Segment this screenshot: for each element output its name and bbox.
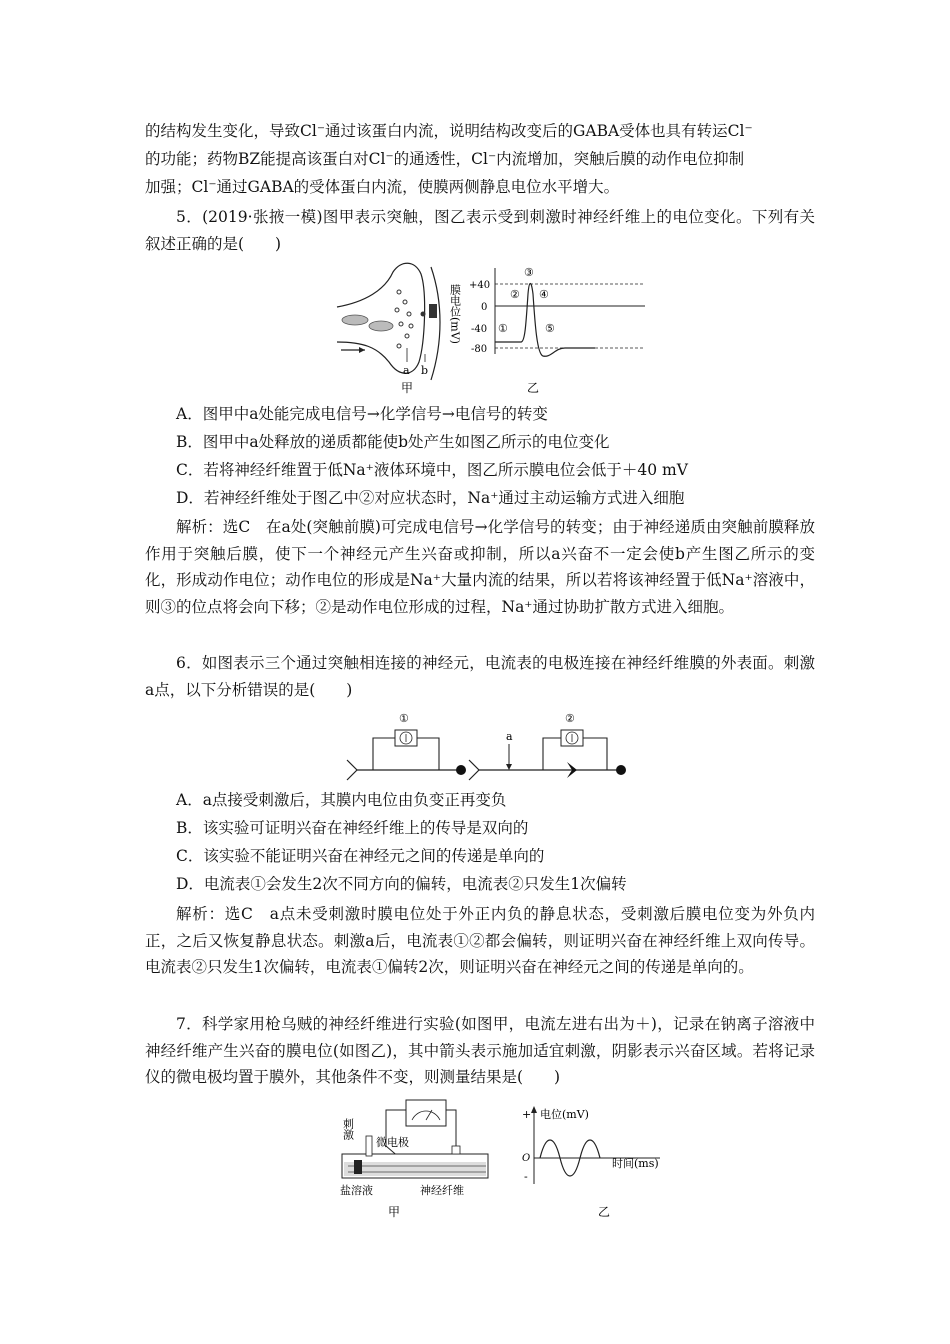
q5-mark-2: ② xyxy=(510,288,520,301)
q5-mark-1: ① xyxy=(498,322,508,335)
q6-meter-1: ① xyxy=(399,712,409,725)
q6-option-d: D．电流表①会发生2次不同方向的偏转，电流表②只发生1次偏转 xyxy=(176,875,627,893)
q5-caption-yi: 乙 xyxy=(527,381,540,395)
q6-meter-2: ② xyxy=(565,712,575,725)
q6-neuron-figure xyxy=(345,708,635,784)
intro-line-1: 的结构发生变化，导致Cl⁻通过该蛋白内流，说明结构改变后的GABA受体也具有转运Cl⁻ xyxy=(145,122,753,140)
q7-fiber-label: 神经纤维 xyxy=(420,1184,464,1197)
q7-solution-label: 盐溶液 xyxy=(340,1184,373,1197)
q5-mark-5: ⑤ xyxy=(545,322,555,335)
q7-xlabel: 时间(ms) xyxy=(612,1157,659,1170)
q5-option-d: D．若神经纤维处于图乙中②对应状态时，Na⁺通过主动运输方式进入细胞 xyxy=(176,489,685,507)
intro-line-2: 的功能；药物BZ能提高该蛋白对Cl⁻的通透性，Cl⁻内流增加，突触后膜的动作电位抑制 xyxy=(145,150,745,168)
q5-mark-3: ③ xyxy=(524,266,534,279)
q7-electrode-label: 微电极 xyxy=(376,1136,409,1149)
q5-option-c: C．若将神经纤维置于低Na⁺液体环境中，图乙所示膜电位会低于＋40 mV xyxy=(176,461,688,479)
q5-tick-neg40: -40 xyxy=(471,324,488,335)
q5-synapse-figure xyxy=(335,262,455,400)
q5-analysis: 解析：选C 在a处(突触前膜)可完成电信号→化学信号的转变；由于神经递质由突触前膜释放作用于突触后膜，使下一个神经元产生兴奋或抑制，所以a兴奋不一定会使b产生图乙所示的变化，形成动作电位；动作电位的形成是Na⁺大量内流的结果，所以若将该神经置于低Na⁺溶液中，则③的位点将会向下移；②是动作电位形成的过程，Na⁺通过协助扩散方式进入细胞。 xyxy=(145,518,815,616)
q5-tick-neg80: -80 xyxy=(471,344,488,355)
q7-potential-figure xyxy=(520,1104,670,1222)
q7-caption-yi: 乙 xyxy=(598,1205,611,1219)
q7-stim-label: 刺激 xyxy=(341,1118,355,1140)
q6-point-a: a xyxy=(506,730,513,743)
q7-caption-jia: 甲 xyxy=(388,1205,401,1219)
q5-option-a: A．图甲中a处能完成电信号→化学信号→电信号的转变 xyxy=(176,405,548,423)
q5-potential-figure xyxy=(448,264,650,398)
q7-apparatus-figure xyxy=(340,1096,490,1222)
q7-stem: 7．科学家用枪乌贼的神经纤维进行实验(如图甲，电流左进右出为＋)，记录在钠离子溶液中神经纤维产生兴奋的膜电位(如图乙)，其中箭头表示施加适宜刺激，阴影表示兴奋区域。若将记录仪的微电极均置于膜外，其他条件不变，则测量结果是( ) xyxy=(145,1015,815,1086)
q5-caption-jia: 甲 xyxy=(401,381,414,395)
q6-option-c: C．该实验不能证明兴奋在神经元之间的传递是单向的 xyxy=(176,847,545,865)
q5-ylabel: 膜电位(mV) xyxy=(448,284,462,344)
q5-mark-4: ④ xyxy=(539,288,549,301)
q5-option-b: B．图甲中a处释放的递质都能使b处产生如图乙所示的电位变化 xyxy=(176,433,610,451)
q5-stem: 5．(2019·张掖一模)图甲表示突触，图乙表示受到刺激时神经纤维上的电位变化。下列有关叙述正确的是( ) xyxy=(145,208,815,253)
q7-minus: - xyxy=(524,1170,528,1183)
q7-ylabel: 电位(mV) xyxy=(540,1108,589,1121)
q5-label-b: b xyxy=(421,364,429,377)
q7-origin: O xyxy=(522,1153,531,1164)
q6-option-b: B．该实验可证明兴奋在神经纤维上的传导是双向的 xyxy=(176,819,529,837)
q5-tick-0: 0 xyxy=(481,302,488,313)
intro-line-3: 加强；Cl⁻通过GABA的受体蛋白内流，使膜两侧静息电位水平增大。 xyxy=(145,178,620,196)
q7-plus: + xyxy=(522,1108,532,1121)
q5-label-a: a xyxy=(403,364,410,377)
q6-analysis: 解析：选C a点未受刺激时膜电位处于外正内负的静息状态，受刺激后膜电位变为外负内正，之后又恢复静息状态。刺激a后，电流表①②都会偏转，则证明兴奋在神经纤维上双向传导。电流表②只发生1次偏转，电流表①偏转2次，则证明兴奋在神经元之间的传递是单向的。 xyxy=(145,905,815,976)
q5-tick-40: +40 xyxy=(469,280,491,291)
q6-option-a: A．a点接受刺激后，其膜内电位由负变正再变负 xyxy=(176,791,507,809)
q6-stem: 6．如图表示三个通过突触相连接的神经元，电流表的电极连接在神经纤维膜的外表面。刺激a点，以下分析错误的是( ) xyxy=(145,654,815,699)
